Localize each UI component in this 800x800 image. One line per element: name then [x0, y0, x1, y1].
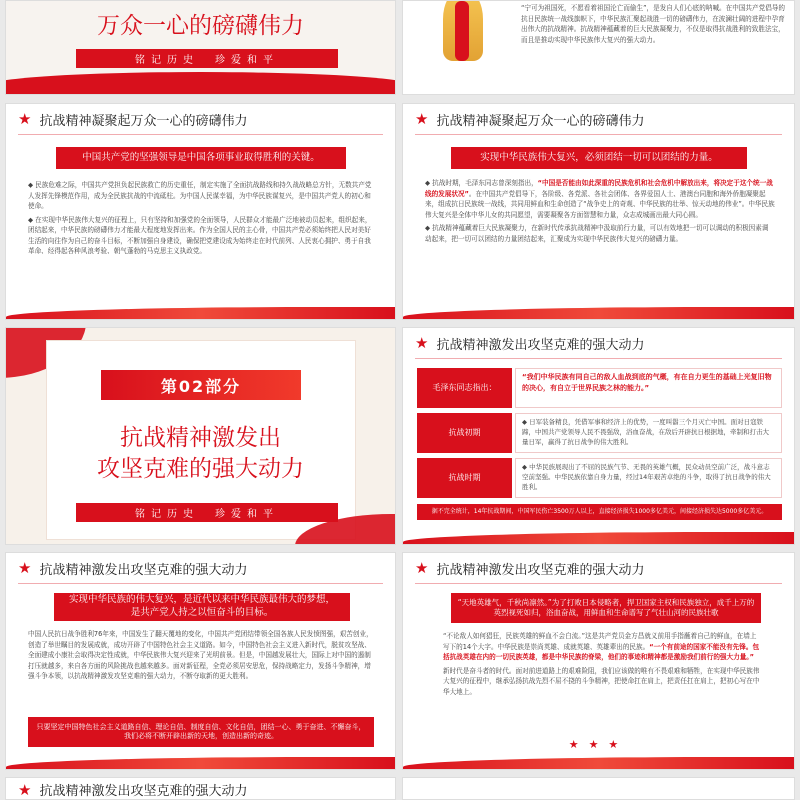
slide-header	[403, 553, 794, 583]
slide-title: 万众一心的磅礴伟力	[97, 13, 304, 39]
slide-heading: 抗战精神凝聚起万众一心的磅礴伟力	[39, 113, 248, 129]
slide-heading: 抗战精神激发出攻坚克难的强大动力	[39, 562, 248, 578]
slide-header	[6, 104, 395, 134]
banner-line: 是共产党人持之以恒奋斗的目标。	[130, 607, 274, 618]
star-icon: ★	[18, 559, 32, 577]
banner-line: 实现中华民族的伟大复兴，是近代以来中华民族最伟大的梦想，	[68, 594, 335, 606]
slide-thumbnail-4[interactable]	[402, 103, 795, 320]
text-run: ◆ 抗战时期，毛泽东同志曾深刻指出，	[425, 179, 538, 187]
section-tag: 第02部分	[101, 370, 301, 400]
body-text	[425, 178, 775, 247]
star-icon: ★	[415, 559, 429, 577]
divider	[415, 583, 782, 584]
row-content: ◆ 日军装备精良，凭借军事和经济上的优势，一度叫嚣三个月灭亡中国。面对日寇铁蹄，中国共产党领导人民不畏强敌，浴血奋战，在敌后开辟抗日根据地，牵制和打击大量日军，赢得了抗日战争的伟大胜利。	[515, 413, 782, 453]
decorative-wave	[5, 72, 396, 95]
title-line: 攻坚克难的强大动力	[97, 456, 304, 483]
emphasis-text: “中国是否能由如此深重的民族危机和社会危机中解放出来，将决定于这个统一战线的发展状况”	[425, 179, 773, 198]
highlight-banner: “天地英雄气，千秋尚凛然。”为了打败日本侵略者，捍卫国家主权和民族独立，成千上万的英烈视死如归，浴血奋战，用鲜血和生命谱写了气壮山河的民族壮歌	[451, 593, 761, 623]
paragraph: 中国人民抗日战争胜利76年来，中国发生了翻天覆地的变化，中国共产党团结带领全国各族人民发愤图强，艰苦创业，创造了举世瞩目的发展成就，成功开辟了中国特色社会主义道路。如今，中国特色社会主义进入新时代，脱贫攻坚战、全面建成小康社会取得决定性成就，中华民族伟大复兴迎来了光明前景。但是，中国越发展壮大，国际上对中国的遏制打压就越多，来自各方面的风险挑战也越来越多。面对新征程，全党必须居安思危，保持战略定力，发扬斗争精神，增强斗争本领，以抗战精神激发攻坚克难的强大动力，不断夺取新的更大胜利。	[28, 630, 373, 681]
divider	[415, 358, 782, 359]
paragraph	[443, 631, 763, 663]
paragraph: 新时代是奋斗者的时代。面对前进道路上的艰难险阻，我们应该做的唯有不畏艰难和牺牲，在实现中华民族伟大复兴的征程中，继承弘扬抗战先烈不屈不挠的斗争精神，把使命扛在肩上，把责任扛在肩上，把初心写在中华大地上。	[443, 666, 760, 696]
body-text	[521, 3, 785, 48]
divider	[415, 134, 782, 135]
body-text	[443, 631, 763, 700]
highlight-banner: 中国共产党的坚强领导是中国各项事业取得胜利的关键。	[56, 147, 346, 169]
slide-thumbnail-9[interactable]	[5, 777, 396, 800]
slide-thumbnail-8[interactable]	[402, 552, 795, 770]
section-title	[6, 423, 395, 485]
slide-thumbnail-2[interactable]	[402, 0, 795, 95]
text-run: “不论敌人如何猖狂，民族英雄的鲜血不会白流。”这是共产党员金方昌就义前用手指蘸着自己的鲜血，在墙上写下的14个大字。中华民族是崇尚英雄、成就英雄、英雄辈出的民族。	[443, 632, 757, 651]
highlight-banner: 只要坚定中国特色社会主义道路自信、理论自信、制度自信、文化自信，团结一心、勇于奋进、不懈奋斗，我们必将不断开辟出新的天地，创造出新的奇迹。	[28, 717, 374, 747]
slide-thumbnail-10[interactable]	[402, 777, 795, 800]
divider	[18, 583, 383, 584]
star-icon: ★	[18, 110, 32, 128]
slide-header	[403, 104, 794, 134]
slide-thumbnail-3[interactable]	[5, 103, 396, 320]
paragraph: ◆ 抗战精神蕴藏着巨大民族凝聚力，在新时代传承抗战精神中汲取前行力量，可以有效地把一切可以调动的积极因素调动起来，把一切可以团结的力量团结起来，汇聚成为实现中华民族伟大复兴的磅礴力量。	[425, 224, 769, 243]
row-content: ◆ 中华民族展现出了不屈的民族气节、无畏的英雄气概，民众动员空前广泛，战斗意志空前坚强。中华民族依靠自身力量，经过14年艰苦卓绝的斗争，取得了抗日战争的伟大胜利。	[515, 458, 782, 498]
decorative-wave	[403, 532, 794, 544]
ribbon-icon	[455, 1, 469, 61]
slide-thumbnail-1[interactable]	[5, 0, 396, 95]
slide-thumbnail-7[interactable]	[5, 552, 396, 770]
slide-thumbnail-6[interactable]	[402, 327, 795, 545]
decorative-wave	[6, 307, 395, 319]
quote-box: “我们中华民族有同自己的敌人血战到底的气概，有在自力更生的基础上光复旧物的决心，有自立于世界民族之林的能力。”	[515, 368, 782, 408]
star-icon: ★	[415, 334, 429, 352]
highlight-banner	[54, 593, 350, 621]
paragraph	[425, 178, 775, 220]
slide-heading: 抗战精神激发出攻坚克难的强大动力	[436, 562, 645, 578]
row-label: 抗战时期	[417, 458, 512, 498]
row-label: 抗战初期	[417, 413, 512, 453]
slide-heading: 抗战精神凝聚起万众一心的磅礴伟力	[436, 113, 645, 129]
slide-heading: 抗战精神激发出攻坚克难的强大动力	[39, 784, 248, 799]
slide-heading: 抗战精神激发出攻坚克难的强大动力	[436, 337, 645, 353]
paragraph: “宁可为祖国死，不愿看着祖国沦亡而偷生”，是发自人们心底的呐喊。在中国共产党倡导的抗日民族统一战线旗帜下，中华民族汇聚起战胜一切的磅礴伟力，在波澜壮阔的进程中孕育出伟大的抗战精神。抗战精神蕴藏着的巨大民族凝聚力，不仅是取得抗战胜利的致胜法宝，而且是推动实现中华民族伟大复兴的强大动力。	[521, 4, 785, 44]
emphasis-text: “一个有前途的国家不能没有先锋。包括抗战英雄在内的一切民族英雄，都是中华民族的脊梁，他们的事迹和精神都是激励我们前行的强大力量。”	[443, 642, 760, 662]
motto-bar: 铭记历史 珍爱和平	[76, 49, 338, 68]
footer-banner: 据不完全统计，14年抗战期间，中国军民伤亡3500万人以上，直接经济损失1000多亿美元，间接经济损失达5000多亿美元。	[417, 504, 782, 520]
decorative-wave	[6, 757, 395, 769]
star-row: ★★★	[568, 738, 629, 751]
row-label: 毛泽东同志指出：	[417, 368, 512, 408]
highlight-banner: 实现中华民族伟大复兴，必须团结一切可以团结的力量。	[451, 147, 747, 169]
star-icon: ★	[18, 780, 32, 799]
decorative-wave	[403, 307, 794, 319]
slide-thumbnail-5[interactable]	[5, 327, 396, 545]
divider	[18, 134, 383, 135]
paragraph: ◆ 民族危难之际，中国共产党担负起民族救亡的历史重任，制定实施了全面抗战路线和持久战战略总方针，无数共产党人发挥先锋模范作用，成为全民族抗战的中流砥柱。为中国人民谋幸福，为中华民族谋复兴，是中国共产党人的初心和使命。	[28, 181, 372, 211]
paragraph: ◆ 在实现中华民族伟大复兴的征程上，只有坚持和加强党的全面领导，人民群众才能最广泛地被动员起来，组织起来，团结起来，中华民族的磅礴伟力才能最大程度地发挥出来。作为全国人民的主心骨，中国共产党必须始终把人民对美好生活的向往作为自己的奋斗目标，不断加强自身建设，确保把党建设成为始终走在时代前列、人民衷心拥护、勇于自我革命、经得起各种风浪考验、朝气蓬勃的马克思主义执政党。	[28, 215, 372, 256]
text-run: 。在中国共产党倡导下，各阶级、各党派、各社会团体、各界爱国人士、港澳台同胞和海外侨胞凝聚起来，组成抗日民族统一战线，共同用鲜血和生命创造了“战争史上的奇观、中华民族的壮举、惊天动地的伟业”。中华民族伟大复兴是全体中华儿女的共同愿望，需要凝聚各方面智慧和力量，众志成城画出最大同心圆。	[425, 189, 775, 219]
motto-bar: 铭记历史 珍爱和平	[76, 503, 338, 522]
star-icon: ★	[415, 110, 429, 128]
slide-header	[403, 328, 794, 358]
title-line: 抗战精神激发出	[120, 425, 281, 451]
decorative-wave	[403, 757, 794, 769]
slide-header	[6, 553, 395, 583]
body-text	[28, 629, 374, 685]
body-text	[28, 180, 374, 260]
slide-header	[6, 778, 395, 800]
